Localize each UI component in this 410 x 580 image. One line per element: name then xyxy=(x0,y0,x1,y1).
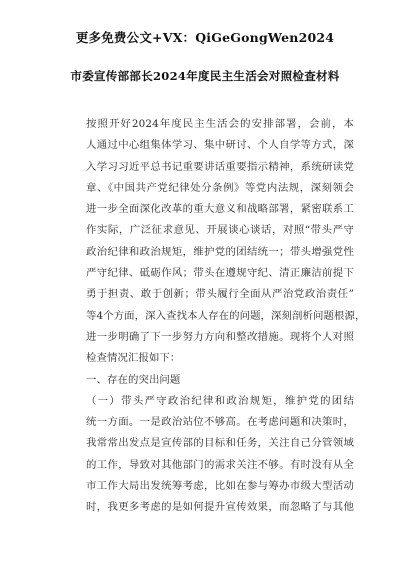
body-line: 政治纪律和政治规矩，维护党的团结统一；带头增强党性 xyxy=(86,245,354,258)
body-line: 严守纪律、砥砺作风；带头在遵规守纪、清正廉洁前提下 xyxy=(86,267,354,280)
body-line: 进一步明确了下一步努力方向和整改措施。现将个人对照 xyxy=(86,330,354,343)
body-line: 进一步全面深化改革的重大意义和战略部署，紧密联系工 xyxy=(86,203,354,216)
document-body xyxy=(86,114,366,519)
section-line: 市工作大局出发统筹考虑，比如在参与筹办市级大型活动 xyxy=(86,480,354,493)
body-line: 章、《中国共产党纪律处分条例》等党内法规，深刻领会 xyxy=(86,181,354,194)
body-line: 检查情况汇报如下： xyxy=(86,352,181,365)
section-line: 我常常出发点是宣传部的目标和任务，关注自己分管领域 xyxy=(86,437,354,450)
body-line: 入学习习近平总书记重要讲话重要指示精神，系统研读党 xyxy=(86,160,354,173)
section-line: 时，我更多考虑的是如何提升宣传效果，而忽略了与其他 xyxy=(86,501,354,514)
section-line: （一）带头严守政治纪律和政治规矩，维护党的团结 xyxy=(86,394,354,407)
body-line: 人通过中心组集体学习、集中研讨、个人自学等方式，深 xyxy=(86,139,354,152)
promo-header: 更多免费公文+VX：QiGeGongWen2024 xyxy=(75,30,335,45)
section-heading: 一、存在的突出问题 xyxy=(86,373,181,386)
body-line: 勇于担责、敢于创新；带头履行全面从严治党政治责任” xyxy=(86,288,354,301)
body-line: 等4个方面，深入查找本人存在的问题，深刻剖析问题根源， xyxy=(86,309,366,322)
body-line: 作实际，广泛征求意见、开展谈心谈话，对照“带头严守 xyxy=(86,224,354,237)
section-line: 统一方面。一是政治站位不够高。在考虑问题和决策时， xyxy=(86,416,354,429)
document-title: 市委宣传部部长2024年度民主生活会对照检查材料 xyxy=(70,69,340,83)
section-line: 的工作，导致对其他部门的需求关注不够。有时没有从全 xyxy=(86,458,354,471)
body-line: 按照开好2024年度民主生活会的安排部署，会前，本 xyxy=(86,118,354,130)
